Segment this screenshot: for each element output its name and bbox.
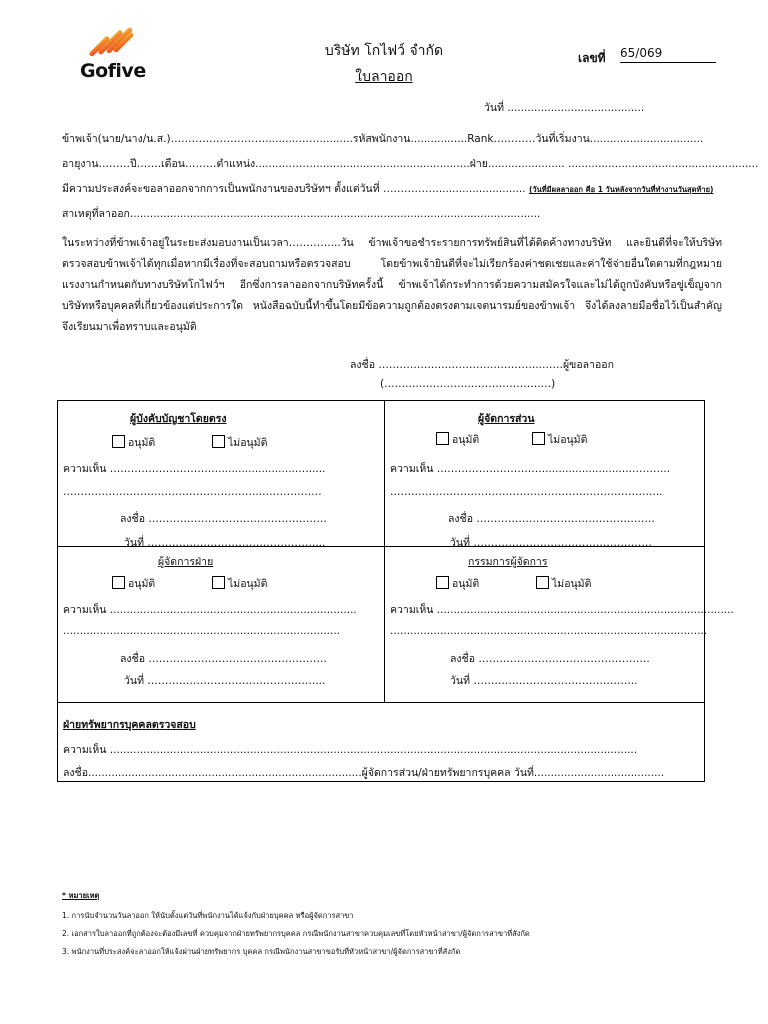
applicant-signature[interactable]: ลงชื่อ …………….….………….…………..……ผู้ขอลาออก bbox=[350, 359, 614, 371]
reject-label: ไม่อนุมัติ bbox=[228, 578, 268, 590]
approval-divider-row2 bbox=[57, 702, 705, 703]
approve-label: อนุมัติ bbox=[452, 434, 480, 446]
q1-comment[interactable]: ความเห็น ………………………….........................…..... bbox=[63, 463, 326, 475]
q4-approve-option[interactable] bbox=[436, 575, 479, 592]
resign-date-line[interactable] bbox=[62, 180, 713, 197]
q2-date[interactable]: วันที่ …………………………………………… bbox=[450, 537, 652, 549]
q1-approve-checkbox[interactable] bbox=[112, 435, 125, 448]
q3-approve-option[interactable] bbox=[112, 575, 155, 592]
q4-approve-checkbox[interactable] bbox=[436, 576, 449, 589]
q1-reject-option[interactable] bbox=[212, 434, 267, 451]
approve-label: อนุมัติ bbox=[452, 578, 480, 590]
resign-date-text: มีความประสงค์จะขอลาออกจากการเป็นพนักงานของบริษัทฯ ตั้งแต่วันที่ ……………........................... bbox=[62, 183, 526, 195]
q2-reject-option[interactable] bbox=[532, 431, 587, 448]
q3-reject-option[interactable] bbox=[212, 575, 267, 592]
doc-number-field[interactable]: 65/069 bbox=[620, 46, 716, 63]
q3-date[interactable]: วันที่ …………………………………………... bbox=[124, 675, 326, 687]
direct-supervisor-title: ผู้บังคับบัญชาโดยตรง bbox=[130, 413, 227, 425]
q3-reject-checkbox[interactable] bbox=[212, 576, 225, 589]
reason-field[interactable]: สาเหตุที่ลาออก........................................................................................................................... bbox=[62, 208, 541, 220]
declaration-paragraph: ในระหว่างที่ข้าพเจ้าอยู่ในระยะส่งมอบงานเป็นเวลา…………...วัน ข้าพเจ้าขอชำระรายการทรัพย์สินที่ได้ติดค้างทางบริษัท และยินดีที่จะให้บริษัทตรวจสอบข้าพเจ้าได้ทุกเมื่อหากมีเรื่องที่จะสอบถามหรือตรวจสอบ โดยข้าพเจ้ายินดีที่จะไม่เรียกร้องค่าชดเชยและค่าใช้จ่ายอื่นใดตามที่กฎหมายแรงงานกำหนดกับทางบริษัทโกไฟว์ฯ อีกซึ่งการลาออกจากบริษัทครั้งนี้ ข้าพเจ้าได้กระทำการด้วยความสมัครใจและไม่ได้ถูกบังคับหรือขู่เข็ญจากบริษัทหรือบุคคลที่เกี่ยวข้องแต่ประการใด หนังสือฉบับนี้ทำขึ้นโดยมีข้อความถูกต้องตรงตามเจตนารมย์ของข้าพเจ้า จึงได้ลงลายมือชื่อไว้เป็นสำคัญ จึงเรียนมาเพื่อทราบและอนุมัติ bbox=[62, 237, 722, 333]
q4-sign[interactable]: ลงชื่อ …………………………………………. bbox=[450, 653, 650, 665]
approve-label: อนุมัติ bbox=[128, 437, 156, 449]
company-name: บริษัท โกไฟว์ จำกัด bbox=[324, 43, 444, 59]
reject-label: ไม่อนุมัติ bbox=[552, 578, 592, 590]
q4-comment[interactable]: ความเห็น ......................................................................................... bbox=[390, 604, 734, 616]
q2-approve-checkbox[interactable] bbox=[436, 432, 449, 445]
employee-info-line[interactable]: ข้าพเจ้า(นาย/นาง/น.ส.)………………………..........……..........รหัสพนักงาน.................Rank…………วันที่เริ่มงาน.................................. bbox=[62, 133, 704, 145]
applicant-name-paren[interactable]: (…….….……..…….……………….…) bbox=[380, 378, 556, 390]
employment-info-line[interactable]: อายุงาน………ปี…….เดือน………ตำแหน่ง...........……...............................................ฝ่าย....................... ......................................................... bbox=[62, 158, 759, 170]
q1-reject-checkbox[interactable] bbox=[212, 435, 225, 448]
logo-wordmark: Gofive bbox=[80, 60, 146, 82]
q2-approve-option[interactable] bbox=[436, 431, 479, 448]
q3-approve-checkbox[interactable] bbox=[112, 576, 125, 589]
note-2: 2. เอกสารใบลาออกที่ถูกต้องจะต้องมีเลขที่ ควบคุมจากฝ่ายทรัพยากรบุคคล กรณีพนักงานสาขาควบคุมเลขที่โดยหัวหน้าสาขา/ผู้จัดการสาขาที่สังกัด bbox=[62, 929, 530, 938]
resign-date-note: (วันที่มีผลลาออก คือ 1 วันหลังจากวันที่ทำงานวันสุดท้าย) bbox=[528, 185, 714, 194]
notes-title: * หมายเหตุ bbox=[62, 891, 100, 900]
managing-director-title: กรรมการผู้จัดการ bbox=[468, 556, 548, 568]
approve-label: อนุมัติ bbox=[128, 578, 156, 590]
reject-label: ไม่อนุมัติ bbox=[548, 434, 588, 446]
q4-comment-line2[interactable]: ............................................................................................... bbox=[390, 625, 708, 637]
q1-comment-line2[interactable]: ………………………………………………..……………… bbox=[63, 486, 322, 498]
hr-check-title: ฝ่ายทรัพยากรบุคคลตรวจสอบ bbox=[63, 719, 196, 731]
note-3: 3. พนักงานที่ประสงค์จะลาออกให้แจ้งผ่านฝ่ายทรัพยากร บุคคล กรณีพนักงานสาขาขอรับที่หัวหน้าสาขา/ผู้จัดการสาขาที่สังกัด bbox=[62, 947, 461, 956]
section-manager-title: ผู้จัดการส่วน bbox=[478, 413, 535, 425]
q3-comment-line2[interactable]: ................................................................................... bbox=[63, 625, 341, 637]
q3-sign[interactable]: ลงชื่อ …………………………………………… bbox=[120, 653, 327, 665]
department-manager-title: ผู้จัดการฝ่าย bbox=[158, 556, 214, 568]
q1-date[interactable]: วันที่ …………………………………………... bbox=[124, 537, 326, 549]
q2-reject-checkbox[interactable] bbox=[532, 432, 545, 445]
q1-approve-option[interactable] bbox=[112, 434, 155, 451]
reject-label: ไม่อนุมัติ bbox=[228, 437, 268, 449]
q4-date[interactable]: วันที่ ……………………………………….. bbox=[450, 675, 638, 687]
q3-comment[interactable]: ความเห็น .......................................................................... bbox=[63, 604, 357, 616]
q4-reject-option[interactable] bbox=[536, 575, 591, 592]
date-field[interactable]: วันที่ ......................................... bbox=[484, 102, 645, 114]
hr-comment[interactable]: ความเห็น .............................................................................................................................................................. bbox=[63, 744, 638, 756]
q2-comment[interactable]: ความเห็น …………………………..........................………... bbox=[390, 463, 671, 475]
doc-number-label: เลขที่ bbox=[578, 51, 606, 65]
hr-sign[interactable]: ลงชื่อ..................................................................................ผู้จัดการส่วน/ฝ่ายทรัพยากรบุคคล วันที่....................................... bbox=[63, 767, 665, 779]
form-title: ใบลาออก bbox=[355, 69, 413, 85]
q2-comment-line2[interactable]: …………………………………………………………………... bbox=[390, 486, 663, 498]
q1-sign[interactable]: ลงชื่อ …………………………………………… bbox=[120, 513, 327, 525]
note-1: 1. การนับจำนวนวันลาออก ให้นับตั้งแต่วันที่พนักงานได้แจ้งกับฝ่ายบุคคล หรือผู้จัดการสาขา bbox=[62, 911, 354, 920]
q4-reject-checkbox[interactable] bbox=[536, 576, 549, 589]
approval-divider-vertical bbox=[384, 400, 385, 702]
q2-sign[interactable]: ลงชื่อ …………………………………………… bbox=[448, 513, 655, 525]
